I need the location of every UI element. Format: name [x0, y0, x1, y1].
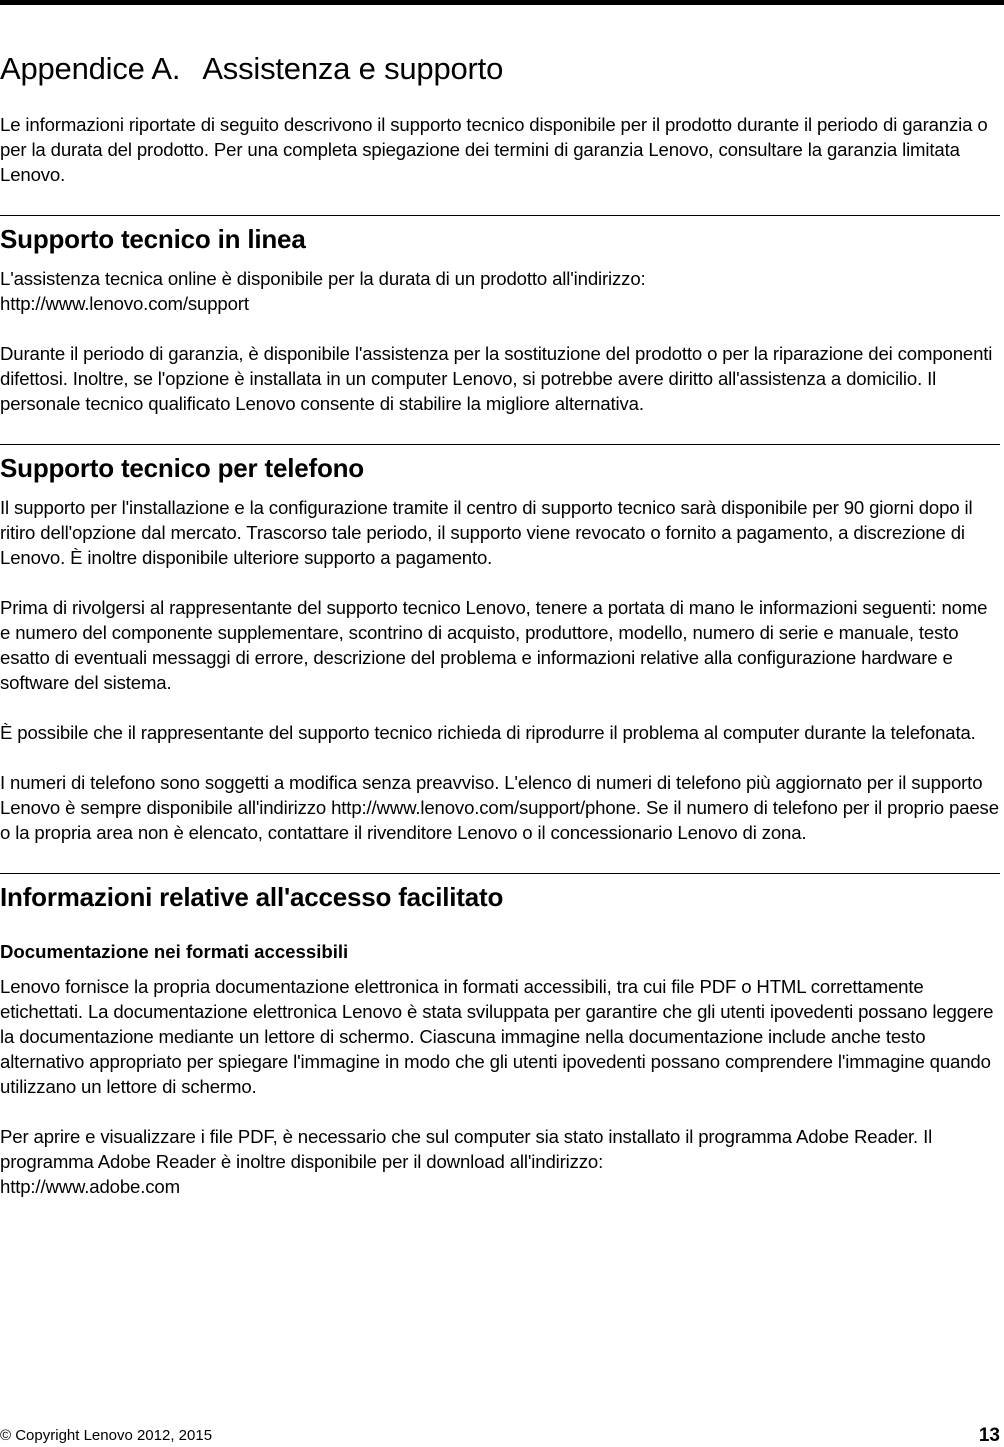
section-online-support	[0, 215, 1000, 416]
paragraph: I numeri di telefono sono soggetti a modifica senza preavviso. L'elenco di numeri di telefono più aggiornato per il supporto Lenovo è sempre disponibile all'indirizzo http://www.lenovo.com/support/phone. Se il numero di telefono per il proprio paese o la propria area non è elencato, contattare il rivenditore Lenovo o il concessionario Lenovo di zona.	[0, 772, 999, 843]
footer-copyright: © Copyright Lenovo 2012, 2015	[0, 1427, 213, 1444]
paragraph: Il supporto per l'installazione e la configurazione tramite il centro di supporto tecnico sarà disponibile per 90 giorni dopo il ritiro dell'opzione dal mercato. Trascorso tale periodo, il supporto viene revocato o fornito a pagamento, a discrezione di Lenovo. È inoltre disponibile ulteriore supporto a pagamento.	[0, 497, 973, 568]
chapter-intro: Le informazioni riportate di seguito descrivono il supporto tecnico disponibile per il prodotto durante il periodo di garanzia o per la durata del prodotto. Per una completa spiegazione dei termini di garanzia Lenovo, consultare la garanzia limitata Lenovo.	[0, 114, 988, 185]
page-content	[0, 50, 1000, 1199]
chapter-title-text: Assistenza e supporto	[202, 51, 504, 86]
section-heading: Supporto tecnico in linea	[0, 224, 306, 254]
chapter-number: Appendice A.	[0, 51, 181, 86]
paragraph: Prima di rivolgersi al rappresentante del supporto tecnico Lenovo, tenere a portata di mano le informazioni seguenti: nome e numero del componente supplementare, scontrino di acquisto, produttore, modello, numero di serie e manuale, testo esatto di eventuali messaggi di errore, descrizione del problema e informazioni relative alla configurazione hardware e software del sistema.	[0, 597, 988, 693]
section-accessibility	[0, 873, 1000, 1199]
paragraph: È possibile che il rappresentante del supporto tecnico richieda di riprodurre il problema al computer durante la telefonata.	[0, 722, 976, 743]
section-heading: Informazioni relative all'accesso facilitato	[0, 882, 504, 912]
paragraph: Durante il periodo di garanzia, è disponibile l'assistenza per la sostituzione del prodotto o per la riparazione dei componenti difettosi. Inoltre, se l'opzione è installata in un computer Lenovo, si potrebbe avere diritto all'assistenza a domicilio. Il personale tecnico qualificato Lenovo consente di stabilire la migliore alternativa.	[0, 343, 993, 414]
page-number: 13	[978, 1425, 1000, 1446]
section-phone-support	[0, 444, 1000, 845]
subsection-heading: Documentazione nei formati accessibili	[0, 941, 349, 962]
paragraph: L'assistenza tecnica online è disponibile per la durata di un prodotto all'indirizzo:	[0, 268, 646, 289]
section-heading: Supporto tecnico per telefono	[0, 453, 364, 483]
paragraph: Per aprire e visualizzare i file PDF, è necessario che sul computer sia stato installato il programma Adobe Reader. Il programma Adobe Reader è inoltre disponibile per il download all'indirizzo:	[0, 1126, 933, 1172]
paragraph: Lenovo fornisce la propria documentazione elettronica in formati accessibili, tra cui file PDF o HTML correttamente etichettati. La documentazione elettronica Lenovo è stata sviluppata per garantire che gli utenti ipovedenti possano leggere la documentazione mediante un lettore di schermo. Ciascuna immagine nella documentazione include anche testo alternativo appropriato per spiegare l'immagine in modo che gli utenti ipovedenti possano comprendere l'immagine quando utilizzano un lettore di schermo.	[0, 976, 994, 1097]
top-rule	[0, 0, 1004, 5]
adobe-url: http://www.adobe.com	[0, 1176, 180, 1197]
support-url: http://www.lenovo.com/support	[0, 293, 249, 314]
chapter-title	[0, 50, 1000, 88]
